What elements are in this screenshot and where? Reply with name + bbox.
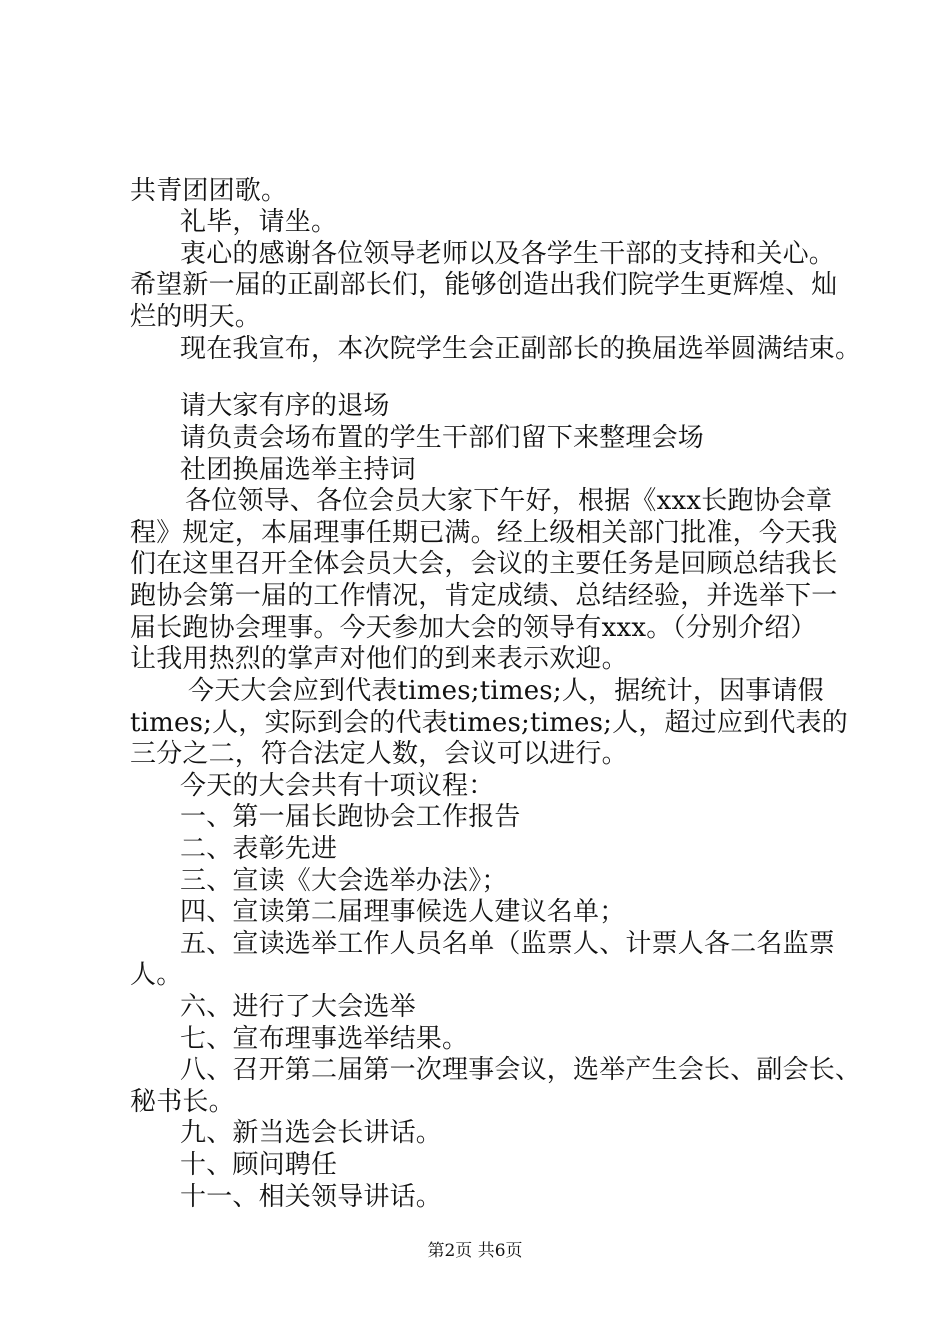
agenda-item-4: 四、宣读第二届理事候选人建议名单； [180,897,626,927]
text-line-7: 请大家有序的退场 [180,391,390,421]
text-line-11: 程》规定，本届理事任期已满。经上级相关部门批准，今天我 [130,518,838,548]
text-line-19: 今天的大会共有十项议程： [180,771,495,801]
page-number-footer: 第2页 共6页 [427,1241,523,1261]
text-line-14: 届长跑协会理事。今天参加大会的领导有xxx。（分别介绍） [130,613,817,643]
section-heading: 社团换届选举主持词 [180,455,416,485]
text-line-1: 共青团团歌。 [130,176,288,206]
text-line-2: 礼毕，请坐。 [180,207,338,237]
agenda-item-3: 三、宣读《大会选举办法》； [180,866,508,896]
text-line-13: 跑协会第一届的工作情况，肯定成绩、总结经验，并选举下一 [130,581,838,611]
text-line-12: 们在这里召开全体会员大会，会议的主要任务是回顾总结我长 [130,549,838,579]
agenda-item-11: 十一、相关领导讲话。 [180,1182,443,1212]
agenda-item-8: 八、召开第二届第一次理事会议，选举产生会长、副会长、 [180,1055,862,1085]
text-line-5: 烂的明天。 [130,302,262,332]
agenda-item-8-cont: 秘书长。 [130,1087,235,1117]
agenda-item-7: 七、宣布理事选举结果。 [180,1024,469,1054]
agenda-item-10: 十、顾问聘任 [180,1150,338,1180]
text-line-3: 衷心的感谢各位领导老师以及各学生干部的支持和关心。 [180,239,836,269]
text-line-16: 今天大会应到代表times;times;人，据统计，因事请假 [188,676,824,706]
text-line-15: 让我用热烈的掌声对他们的到来表示欢迎。 [130,644,628,674]
text-line-18: 三分之二，符合法定人数，会议可以进行。 [130,739,628,769]
text-line-6: 现在我宣布，本次院学生会正副部长的换届选举圆满结束。 [180,334,862,364]
agenda-item-2: 二、表彰先进 [180,834,338,864]
agenda-item-6: 六、进行了大会选举 [180,992,416,1022]
agenda-item-1: 一、第一届长跑协会工作报告 [180,802,521,832]
text-line-10: 各位领导、各位会员大家下午好，根据《xxx长跑协会章 [185,486,833,516]
text-line-17: times;人，实际到会的代表times;times;人，超过应到代表的 [130,708,848,738]
agenda-item-9: 九、新当选会长讲话。 [180,1118,443,1148]
agenda-item-5-cont: 人。 [130,960,183,990]
text-line-8: 请负责会场布置的学生干部们留下来整理会场 [180,423,705,453]
text-line-4: 希望新一届的正副部长们，能够创造出我们院学生更辉煌、灿 [130,270,838,300]
agenda-item-5: 五、宣读选举工作人员名单（监票人、计票人各二名监票 [180,929,836,959]
